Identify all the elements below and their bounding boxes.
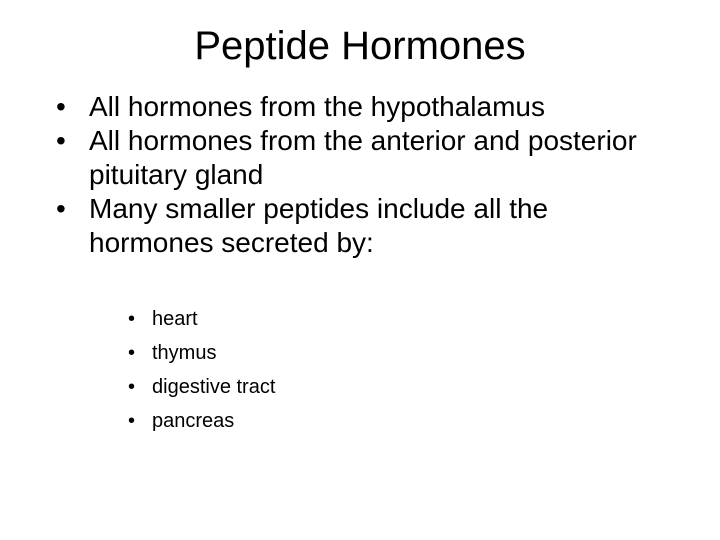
sub-bullet-item: [128, 336, 275, 370]
bullet-text: All hormones from the hypothalamus: [89, 91, 545, 122]
bullet-icon: •: [56, 193, 66, 224]
sub-bullet-item: [128, 302, 275, 336]
bullet-icon: •: [128, 410, 136, 432]
bullet-item: [56, 124, 676, 192]
sub-bullet-item: [128, 370, 275, 404]
bullet-text: All hormones from the anterior and posterior pituitary gland: [89, 125, 637, 190]
bullet-list: [56, 90, 676, 260]
sub-bullet-item: [128, 404, 275, 438]
bullet-text: Many smaller peptides include all the hormones secreted by:: [89, 193, 549, 258]
bullet-icon: •: [128, 308, 136, 330]
sub-bullet-text: heart: [152, 308, 198, 330]
sub-bullet-text: pancreas: [152, 410, 235, 432]
bullet-icon: •: [56, 91, 66, 122]
bullet-item: [56, 192, 676, 260]
bullet-icon: •: [56, 125, 66, 156]
slide-title: Peptide Hormones: [194, 24, 526, 68]
bullet-item: [56, 90, 676, 124]
bullet-icon: •: [128, 376, 136, 398]
sub-bullet-text: thymus: [152, 342, 217, 364]
sub-bullet-text: digestive tract: [152, 376, 276, 398]
bullet-icon: •: [128, 342, 136, 364]
sub-bullet-list: [128, 302, 275, 438]
